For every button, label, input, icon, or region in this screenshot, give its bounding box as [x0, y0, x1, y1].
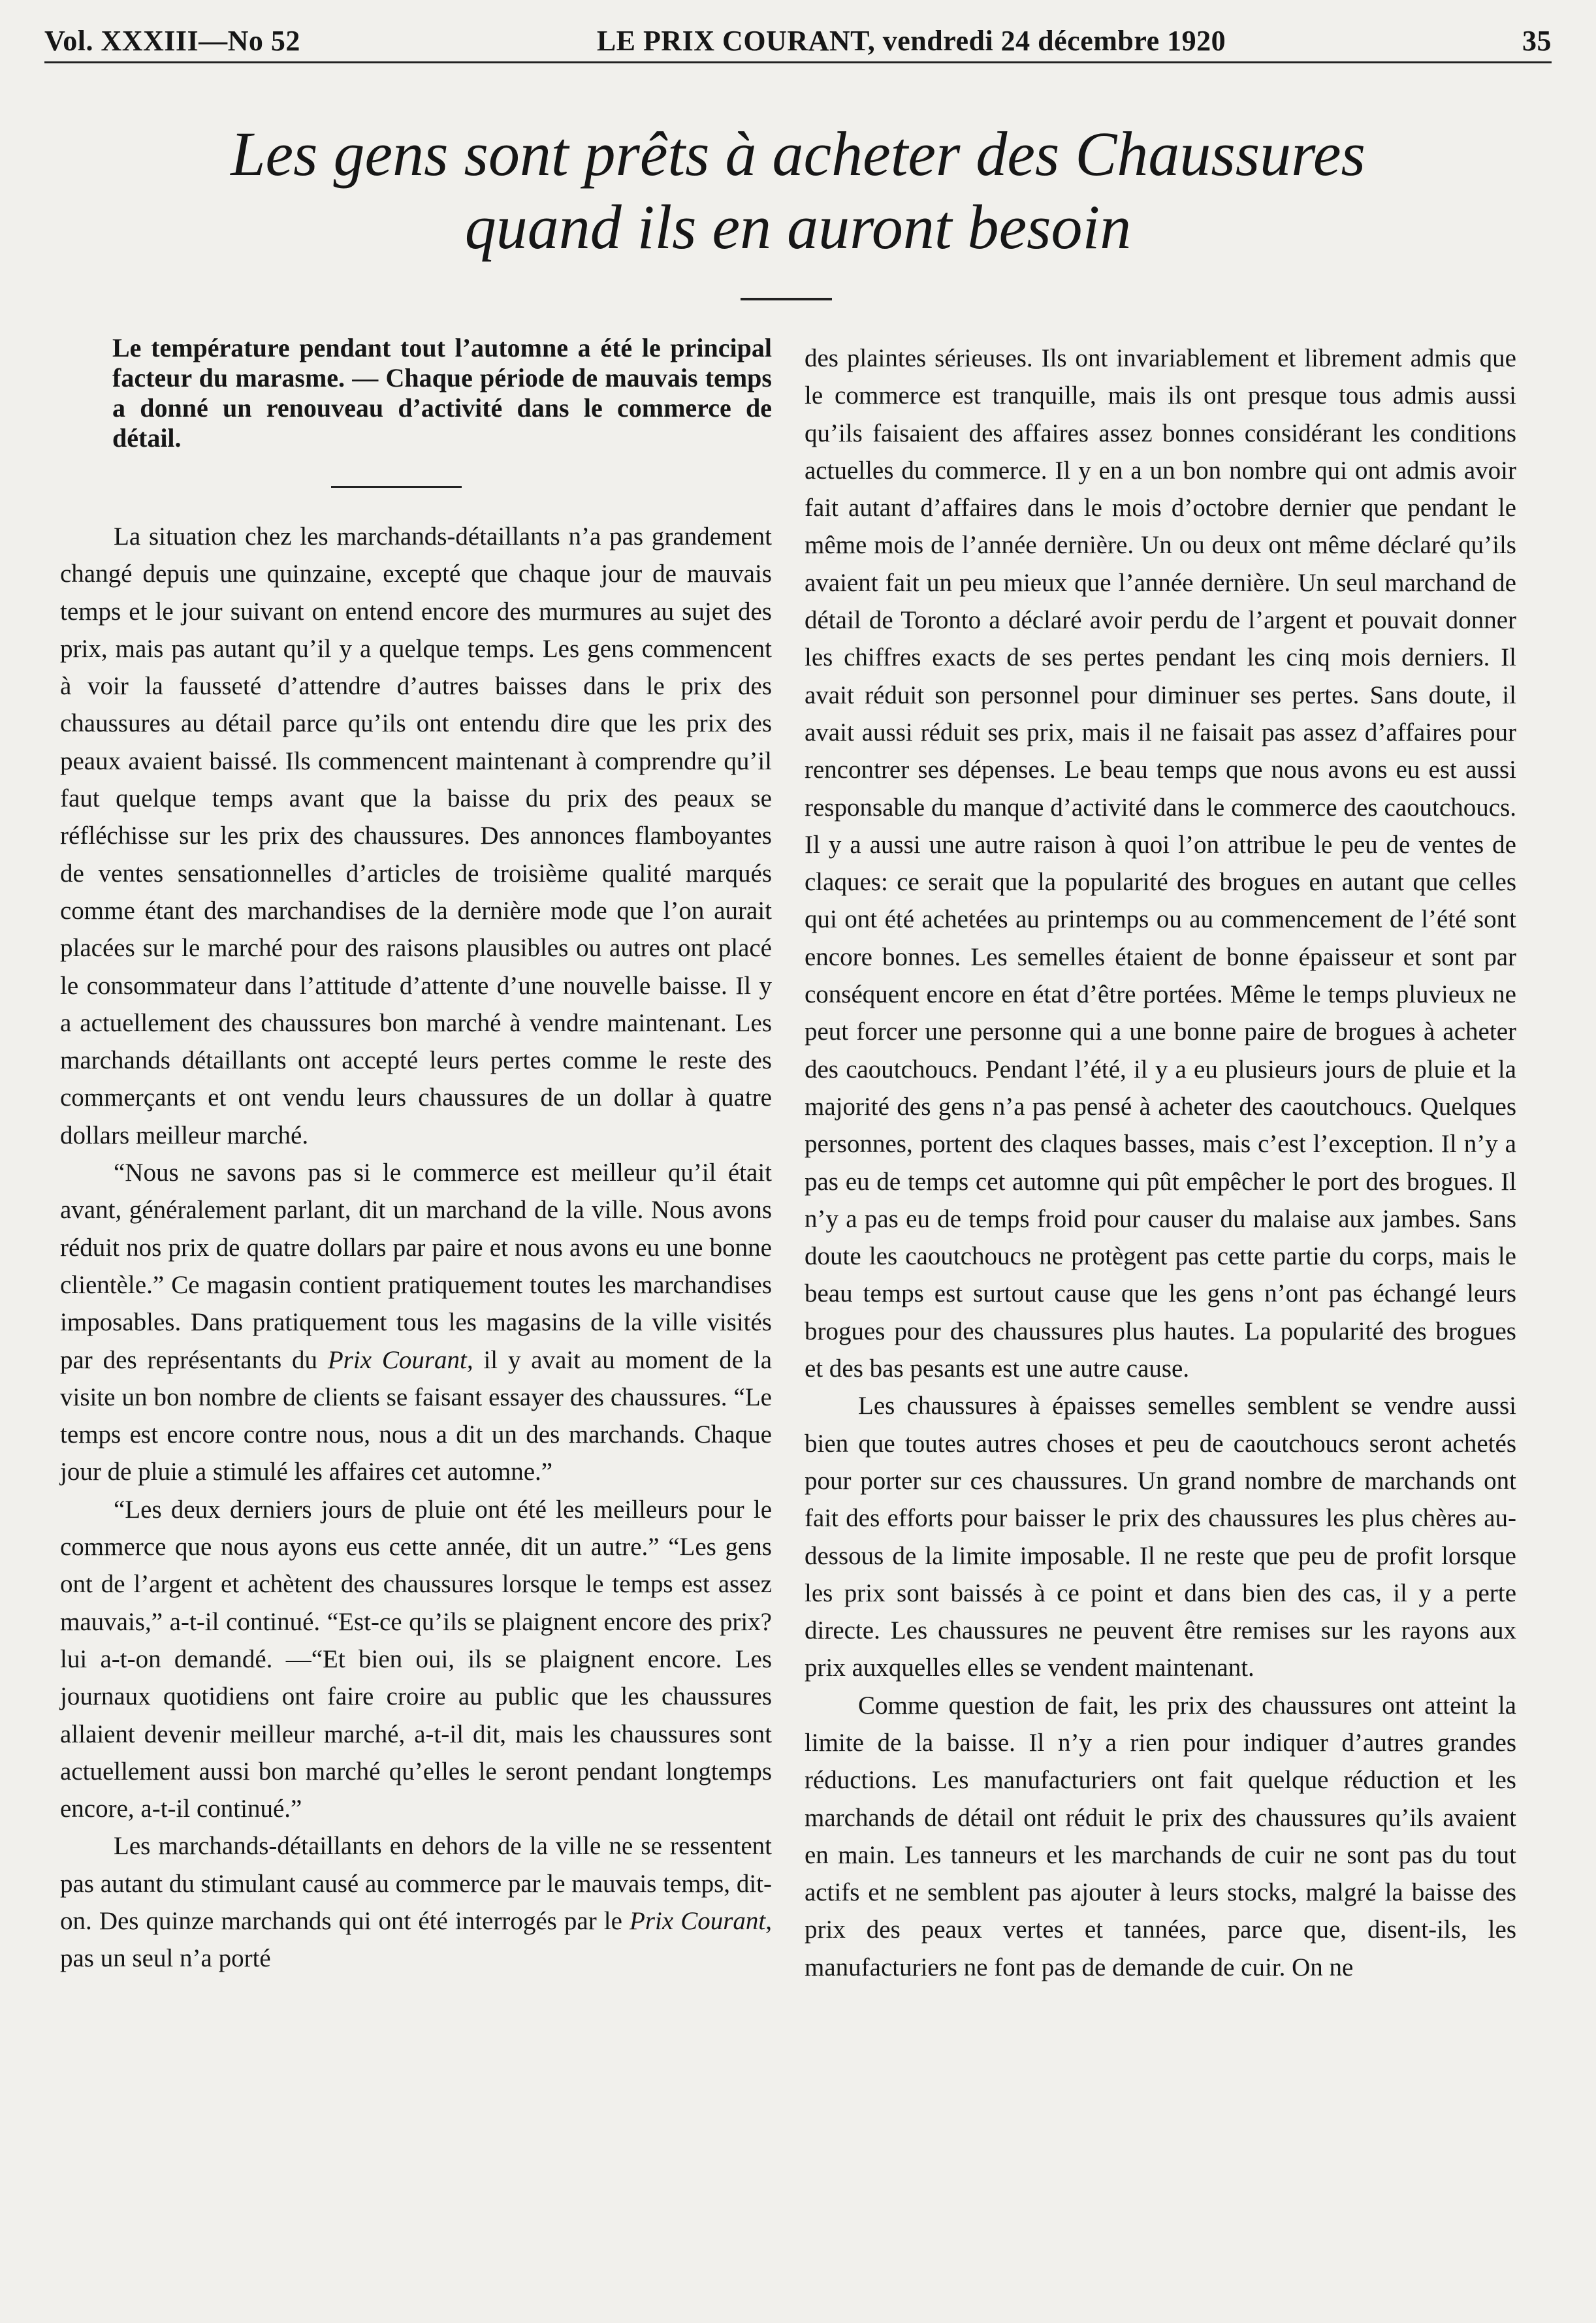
headline-line-1: Les gens sont prêts à acheter des Chaussures — [231, 119, 1365, 189]
publication-name: Prix Courant, — [327, 1345, 473, 1374]
paragraph: “Les deux derniers jours de pluie ont été les meilleurs pour le commerce que nous ayons eus cette année, dit un autre.” “Les gens ont de l’argent et achètent des chaussures lorsque le temps est assez mauvais,” a-t-il continué. “Est-ce qu’ils se plaignent encore des prix? lui a-t-on demandé. —“Et bien oui, ils se plaignent encore. Les journaux quotidiens ont faire croire au public que les chaussures allaient devenir meilleur marché, a-t-il dit, mais les chaussures sont actuellement aussi bon marché qu’elles le seront pendant longtemps encore, a-t-il continué.” — [60, 1495, 772, 1823]
right-column — [805, 340, 1516, 1986]
running-head — [44, 12, 1552, 63]
publication-date-line: LE PRIX COURANT, vendredi 24 décembre 1920 — [596, 25, 1226, 57]
article-headline — [118, 118, 1478, 264]
deck-divider — [331, 486, 462, 488]
publication-name: Prix Courant, — [630, 1906, 772, 1935]
paragraph: La situation chez les marchands-détaillants n’a pas grandement changé depuis une quinzaine, excepté que chaque jour de mauvais temps et le jour suivant on entend encore des murmures au sujet des prix, mais pas autant qu’il y a quelque temps. Les gens commencent à voir la fausseté d’attendre d’autres baisses dans le prix des chaussures au détail parce qu’ils ont entendu dire que les prix des peaux avaient baissé. Ils commencent maintenant à comprendre qu’il faut quelque temps avant que la baisse du prix des peaux se réfléchisse sur les prix des chaussures. Des annonces flamboyantes de ventes sensationnelles d’articles de troisième qualité marqués comme étant des marchandises de la dernière mode que l’on aurait placées sur le marché pour des raisons plausibles ou autres ont placé le consommateur dans l’attitude d’attente d’une nouvelle baisse. Il y a actuellement des chaussures bon marché à vendre maintenant. Les marchands détaillants ont accepté leurs pertes comme le reste des commerçants et ont vendu leurs chaussures de un dollar à quatre dollars meilleur marché. — [60, 522, 772, 1149]
headline-line-2: quand ils en auront besoin — [464, 192, 1132, 262]
paragraph: des plaintes sérieuses. Ils ont invariablement et librement admis que le commerce est tranquille, mais ils ont presque tous admis aussi qu’ils faisaient des affaires assez bonnes considérant les conditions actuelles du commerce. Il y en a un bon nombre qui ont admis avoir fait autant d’affaires dans le mois d’octobre dernier que pendant le même mois de l’année dernière. Un ou deux ont même déclaré qu’ils avaient fait un peu mieux que l’année dernière. Un seul marchand de détail de Toronto a déclaré avoir perdu de l’argent et pouvait donner les chiffres exacts de ses pertes pendant les cinq mois derniers. Il avait réduit son personnel pour diminuer ses pertes. Sans doute, il avait aussi réduit ses prix, mais il ne faisait pas assez d’affaires pour rencontrer ses dépenses. Le beau temps que nous avons eu est aussi responsable du manque d’activité dans le commerce des caoutchoucs. Il y a aussi une autre raison à quoi l’on attribue le peu de ventes de claques: ce serait que la popularité des brogues en autant que celles qui ont été achetées au printemps ou au commencement de l’été sont encore bonnes. Les semelles étaient de bonne épaisseur et sont par conséquent encore en état d’être portées. Même le temps pluvieux ne peut forcer une personne qui a une bonne paire de brogues à acheter des caoutchoucs. Pendant l’été, il y a eu plusieurs jours de pluie et la majorité des gens n’a pas pensé à acheter des caoutchoucs. Quelques personnes, portent des claques basses, mais c’est l’exception. Il n’y a pas eu de temps cet automne qui pût empêcher le port des brogues. Il n’y a pas eu de temps froid pour causer du malaise aux jambes. Sans doute les caoutchoucs ne protègent pas cette partie du corps, mais le beau temps est surtout cause que les gens n’ont pas échangé leurs brogues pour des chaussures plus hautes. La popularité des brogues et des bas pesants est une autre cause. — [805, 344, 1516, 1383]
paragraph: Les chaussures à épaisses semelles semblent se vendre aussi bien que toutes autres choses et peu de caoutchoucs seront achetés pour porter sur ces chaussures. Un grand nombre de marchands ont fait des efforts pour baisser le prix des chaussures les plus chères au-dessous de la limite imposable. Il ne reste que peu de profit lorsque les prix sont baissés à ce point et dans bien des cas, il y a perte directe. Les chaussures ne peuvent être remises sur les rayons aux prix auxquelles elles se vendent maintenant. — [805, 1392, 1516, 1682]
paragraph: Les marchands-détaillants en dehors de la ville ne se ressentent pas autant du stimulant causé au commerce par le mauvais temps, dit-on. Des quinze marchands qui ont été interrogés par le Prix Courant, pas un seul n’a porté — [60, 1832, 772, 1973]
headline-divider — [741, 298, 832, 300]
page-number: 35 — [1522, 25, 1552, 57]
volume-number: Vol. XXXIII—No 52 — [44, 25, 300, 57]
paragraph: Comme question de fait, les prix des chaussures ont atteint la limite de la baisse. Il n’y a rien pour indiquer d’autres grandes réductions. Les manufacturiers ont fait quelque réduction et les marchands de détail ont réduit le prix des chaussures qu’ils avaient en main. Les tanneurs et les marchands de cuir ne sont pas du tout actifs et ne semblent pas ajouter à leurs stocks, malgré la baisse des prix des peaux vertes et tannées, parce que, disent-ils, les manufacturiers ne font pas de demande de cuir. On ne — [805, 1691, 1516, 1981]
article-deck: Le température pendant tout l’automne a été le principal facteur du marasme. — Chaque période de mauvais temps a donné un renouveau d’activité dans le commerce de détail. — [112, 333, 772, 453]
paragraph: “Nous ne savons pas si le commerce est meilleur qu’il était avant, généralement parlant, dit un marchand de la ville. Nous avons réduit nos prix de quatre dollars par paire et nous avons eu une bonne clientèle.” Ce magasin contient pratiquement toutes les marchandises imposables. Dans pratiquement tous les magasins de la ville visités par des représentants du Prix Courant, il y avait au moment de la visite un bon nombre de clients se faisant essayer des chaussures. “Le temps est encore contre nous, nous a dit un des marchands. Chaque jour de pluie a stimulé les affaires cet automne.” — [60, 1159, 773, 1486]
left-column — [60, 333, 772, 1978]
